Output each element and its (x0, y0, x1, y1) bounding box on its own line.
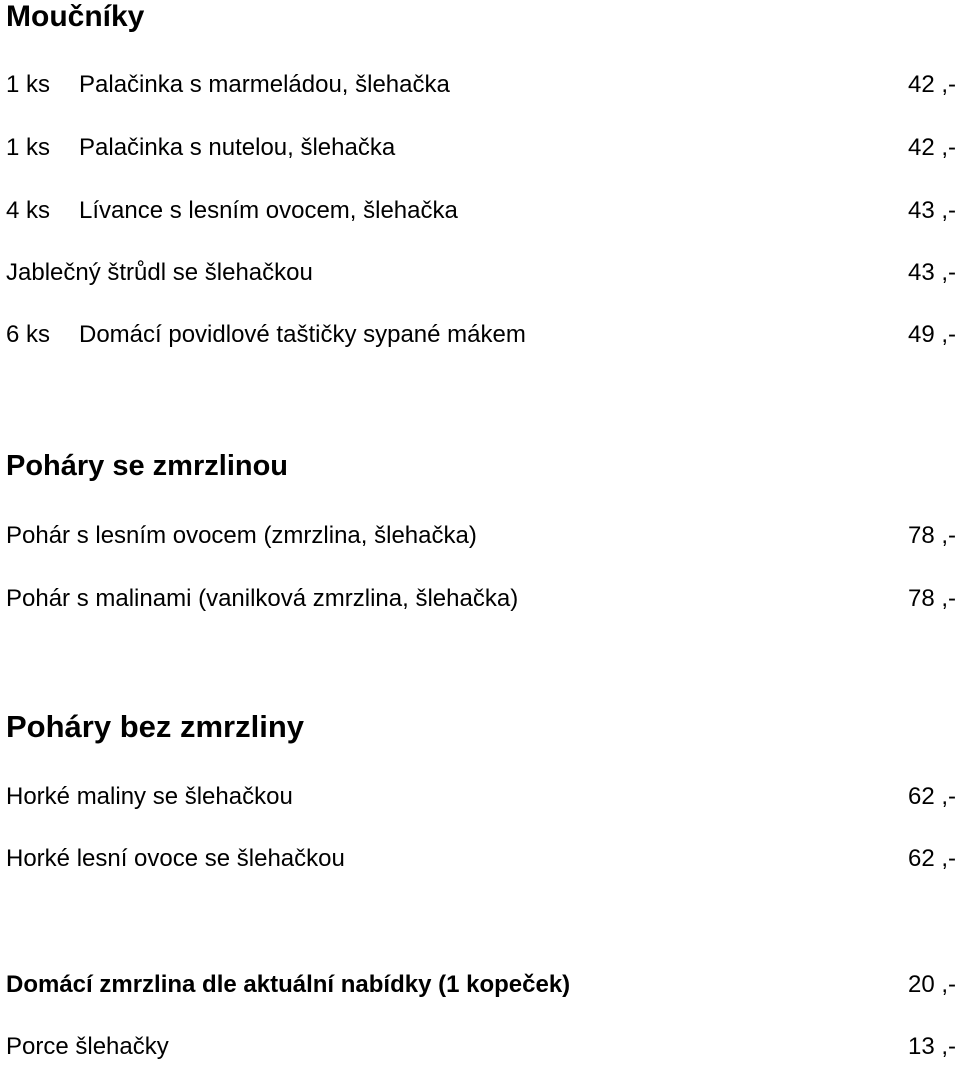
item-name: Horké maliny se šlehačkou (6, 783, 293, 810)
item-name: Domácí povidlové taštičky sypané mákem (79, 321, 526, 348)
item-name: Lívance s lesním ovocem, šlehačka (79, 197, 458, 224)
section-title-pohary-se-zmrzlinou: Poháry se zmrzlinou (6, 450, 289, 482)
item-price: 43 ,- (907, 259, 956, 286)
item-price: 43 ,- (907, 197, 956, 224)
menu-item-featured (6, 970, 956, 1000)
menu-item (6, 70, 956, 100)
item-price: 42 ,- (907, 71, 956, 98)
item-quantity: 6 ks (6, 321, 51, 348)
item-quantity: 1 ks (6, 134, 51, 161)
item-price: 78 ,- (907, 585, 956, 612)
item-price: 42 ,- (907, 134, 956, 161)
item-price: 49 ,- (907, 321, 956, 348)
menu-item (6, 258, 956, 288)
item-name: Pohár s malinami (vanilková zmrzlina, šlehačka) (6, 585, 519, 612)
menu-item (6, 1032, 956, 1062)
item-name: Porce šlehačky (6, 1033, 169, 1060)
item-quantity: 1 ks (6, 71, 51, 98)
item-name: Domácí zmrzlina dle aktuální nabídky (1 kopeček) (6, 971, 571, 998)
item-quantity: 4 ks (6, 197, 51, 224)
item-name: Palačinka s marmeládou, šlehačka (79, 71, 450, 98)
section-title-moucniky: Moučníky (6, 0, 145, 33)
menu-item (6, 584, 956, 614)
section-title-pohary-bez-zmrzliny: Poháry bez zmrzliny (6, 709, 305, 744)
item-price: 62 ,- (907, 845, 956, 872)
item-name: Pohár s lesním ovocem (zmrzlina, šlehačka) (6, 522, 477, 549)
item-price: 78 ,- (907, 522, 956, 549)
menu-item (6, 782, 956, 812)
menu-item (6, 844, 956, 874)
item-name: Jablečný štrůdl se šlehačkou (6, 259, 313, 286)
item-price: 62 ,- (907, 783, 956, 810)
menu-item (6, 196, 956, 226)
menu-item (6, 320, 956, 350)
menu-item (6, 521, 956, 551)
item-price: 13 ,- (907, 1033, 956, 1060)
item-name: Palačinka s nutelou, šlehačka (79, 134, 396, 161)
item-name: Horké lesní ovoce se šlehačkou (6, 845, 345, 872)
item-price: 20 ,- (907, 971, 956, 998)
menu-item (6, 133, 956, 163)
